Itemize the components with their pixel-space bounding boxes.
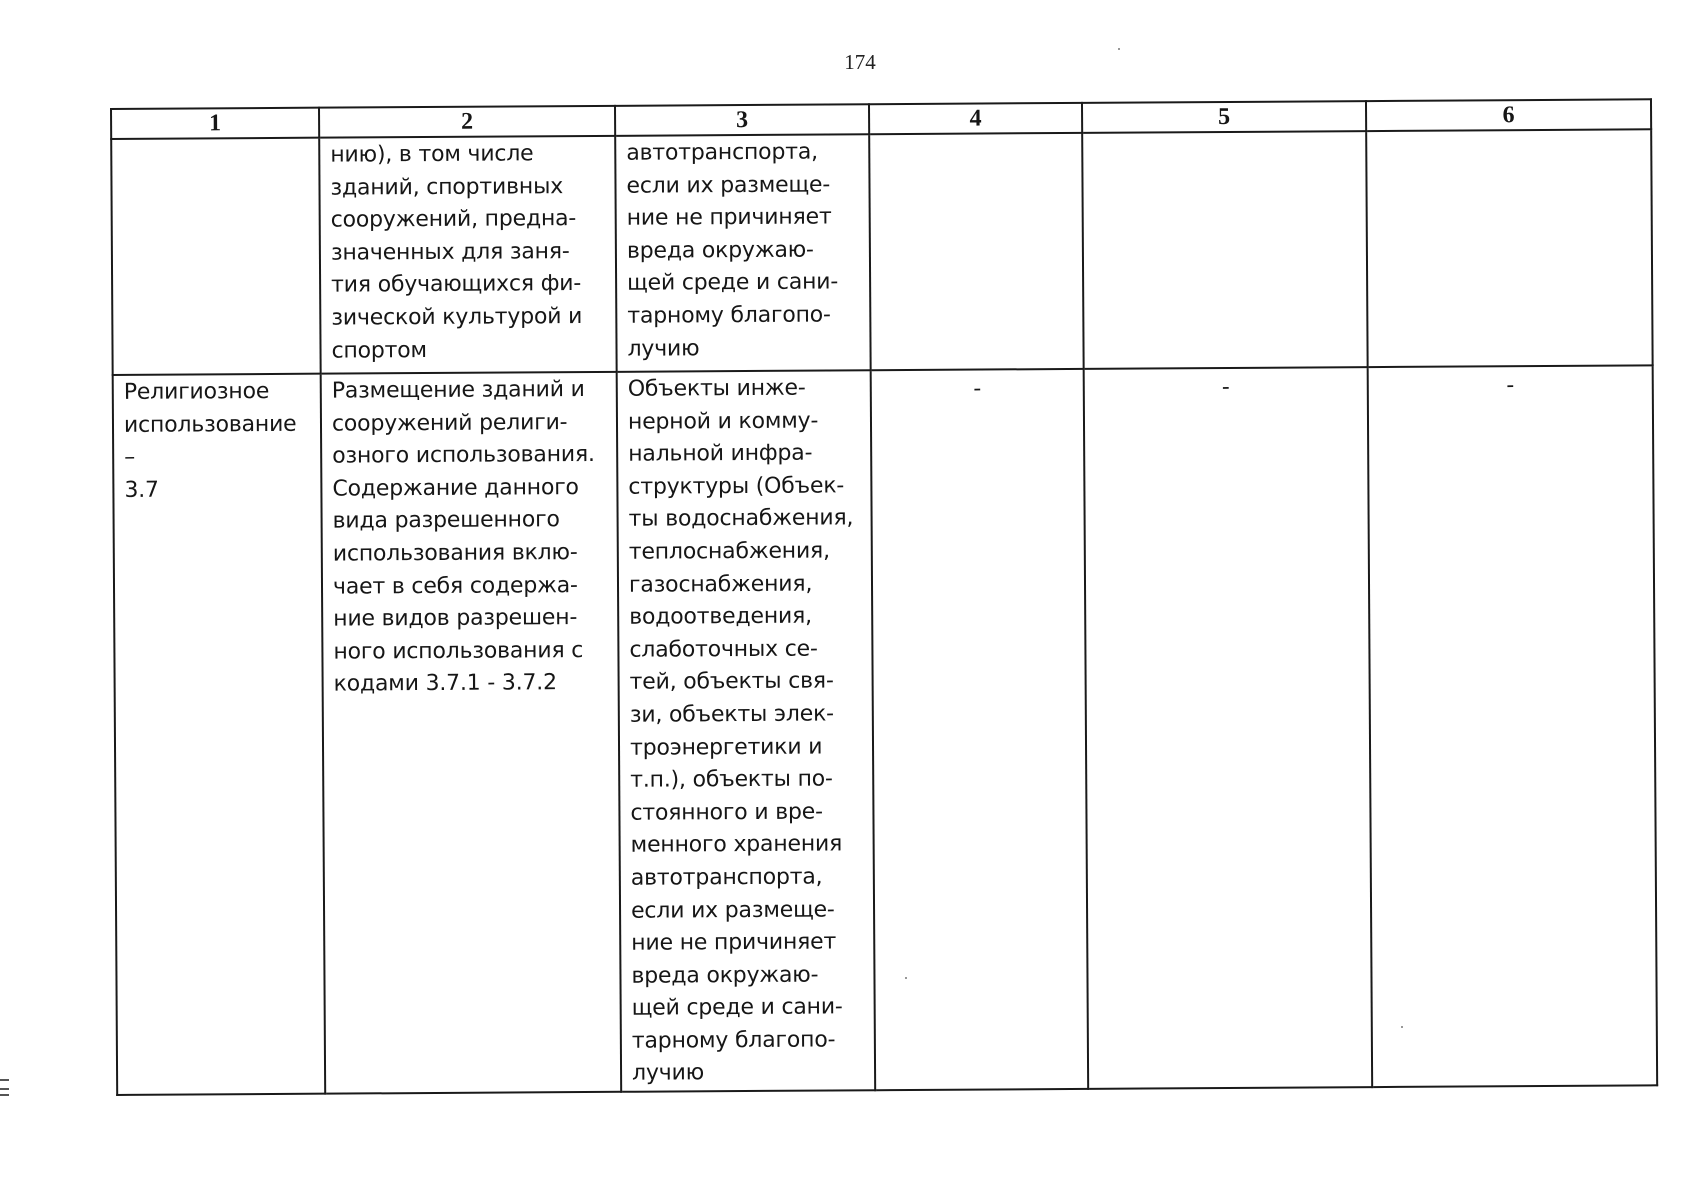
use-type-name bbox=[112, 139, 318, 141]
table-cell bbox=[1082, 131, 1367, 369]
scan-speck bbox=[1401, 1026, 1403, 1028]
use-type-name: Религиозное использование – 3.7 bbox=[123, 379, 297, 503]
table-cell bbox=[871, 369, 1089, 1090]
table-cell bbox=[615, 134, 870, 372]
param-value bbox=[1367, 130, 1650, 138]
table-cell bbox=[869, 133, 1083, 370]
scan-mark bbox=[0, 1079, 9, 1081]
use-description: нию), в том числе зданий, спортивных сооружений, предна- значенных для заня- тия обучающихся фи- зической культурой и спортом bbox=[330, 141, 583, 364]
table-row bbox=[113, 365, 1657, 1095]
table-cell bbox=[319, 136, 616, 374]
param-value: - bbox=[973, 376, 982, 402]
use-description: Размещение зданий и сооружений религи- озного использования. Содержание данного вида разрешенного использования вклю- чает в себя содержа- ние видов разрешен- ного использования с кодами 3.7.1 - 3.7.2 bbox=[331, 377, 595, 697]
table-cell bbox=[321, 372, 622, 1094]
scan-speck bbox=[1118, 48, 1120, 50]
table-row bbox=[111, 129, 1652, 375]
column-header: 3 bbox=[615, 104, 869, 136]
param-value: - bbox=[1506, 373, 1515, 399]
table-cell bbox=[1366, 129, 1652, 367]
param-value bbox=[1083, 132, 1365, 140]
column-header: 1 bbox=[111, 108, 319, 139]
scan-mark bbox=[0, 1088, 9, 1090]
column-header: 6 bbox=[1366, 99, 1651, 131]
param-value: - bbox=[1221, 374, 1230, 401]
auxiliary-uses: Объекты инже- нерной и комму- нальной инфра- структуры (Объек- ты водоснабжения, теплоснабжения, газоснабжения, водоотведения, слаботочных се- тей, объекты свя- зи, объекты элек- троэнергетики и т.п.), объекты по- стоянного и вре- менного хранения автотранспорта, если их размеще- ние не причиняет вреда окружаю- щей среде и сани- тарному благопо- лучию bbox=[627, 375, 854, 1087]
regulations-table bbox=[110, 98, 1658, 1096]
column-header: 2 bbox=[319, 106, 615, 138]
page-number: 174 bbox=[844, 50, 876, 74]
table-cell bbox=[111, 138, 320, 375]
table-cell bbox=[1368, 365, 1658, 1087]
scan-mark bbox=[0, 1094, 9, 1096]
table-cell bbox=[617, 370, 876, 1092]
auxiliary-uses: автотранспорта, если их размеще- ние не причиняет вреда окружаю- щей среде и сани- тарному благопо- лучию bbox=[626, 139, 839, 362]
table-cell bbox=[1084, 367, 1373, 1089]
column-header: 5 bbox=[1082, 101, 1366, 133]
column-header: 4 bbox=[869, 103, 1082, 134]
param-value bbox=[870, 134, 1081, 141]
table-cell bbox=[113, 374, 326, 1095]
scan-speck bbox=[905, 977, 907, 979]
